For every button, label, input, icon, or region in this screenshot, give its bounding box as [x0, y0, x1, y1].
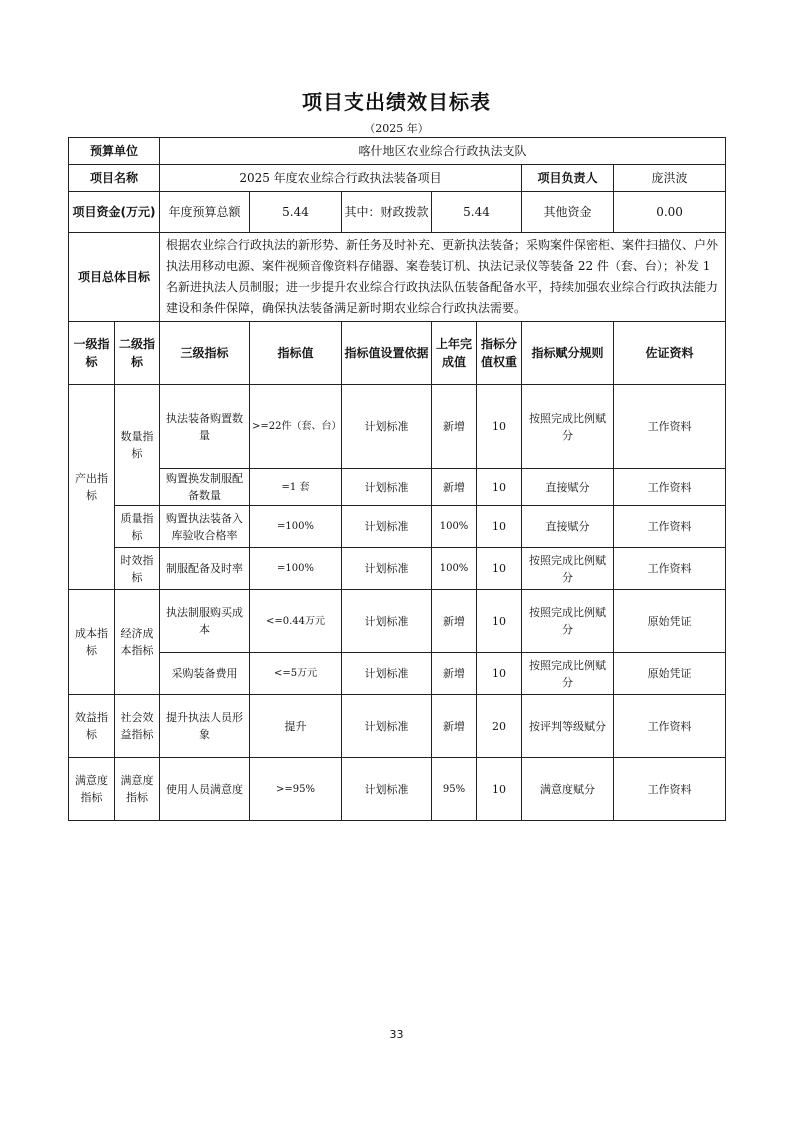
indicator-value: <=0.44万元: [250, 590, 342, 653]
level2-economic-cost: 经济成本指标: [115, 590, 160, 695]
level3-indicator: 提升执法人员形象: [160, 695, 250, 758]
budget-unit-value: 喀什地区农业综合行政执法支队: [160, 138, 726, 165]
indicator-value: 提升: [250, 695, 342, 758]
page-title: 项目支出绩效目标表: [302, 90, 491, 114]
indicator-basis: 计划标准: [342, 653, 432, 695]
overall-goal-label: 项目总体目标: [69, 233, 160, 322]
level3-indicator: 使用人员满意度: [160, 758, 250, 821]
budget-unit-label: 预算单位: [69, 138, 160, 165]
last-year-value: 新增: [432, 653, 477, 695]
header-value: 指标值: [250, 322, 342, 385]
indicator-value: =100%: [250, 506, 342, 548]
header-level1: 一级指标: [69, 322, 115, 385]
year-label: （2025 年）: [364, 122, 429, 135]
fiscal-value: 5.44: [432, 192, 522, 233]
level3-indicator: 购置换发制服配备数量: [160, 469, 250, 506]
level2-quality: 质量指标: [115, 506, 160, 548]
weight-value: 20: [477, 695, 522, 758]
level2-satisfaction: 满意度指标: [115, 758, 160, 821]
project-name-value: 2025 年度农业综合行政执法装备项目: [160, 165, 522, 192]
evidence-value: 工作资料: [614, 548, 726, 590]
level3-indicator: 制服配备及时率: [160, 548, 250, 590]
header-weight: 指标分值权重: [477, 322, 522, 385]
header-level3: 三级指标: [160, 322, 250, 385]
table-row: [69, 385, 726, 469]
evidence-value: 工作资料: [614, 695, 726, 758]
weight-value: 10: [477, 548, 522, 590]
level1-output: 产出指标: [69, 385, 115, 590]
indicator-basis: 计划标准: [342, 548, 432, 590]
other-funds-label: 其他资金: [522, 192, 614, 233]
annual-budget-value: 5.44: [250, 192, 342, 233]
annual-budget-label: 年度预算总额: [160, 192, 250, 233]
weight-value: 10: [477, 506, 522, 548]
level3-indicator: 采购装备费用: [160, 653, 250, 695]
scoring-rule: 满意度赋分: [522, 758, 614, 821]
last-year-value: 95%: [432, 758, 477, 821]
indicator-value: <=5万元: [250, 653, 342, 695]
table-row: [69, 758, 726, 821]
indicator-value: =100%: [250, 548, 342, 590]
table-row: [69, 548, 726, 590]
indicator-basis: 计划标准: [342, 695, 432, 758]
scoring-rule: 按照完成比例赋分: [522, 548, 614, 590]
level3-indicator: 执法装备购置数量: [160, 385, 250, 469]
project-leader-label: 项目负责人: [522, 165, 614, 192]
indicator-value: >=95%: [250, 758, 342, 821]
header-evidence: 佐证资料: [614, 322, 726, 385]
table-row: [69, 469, 726, 506]
scoring-rule: 按照完成比例赋分: [522, 590, 614, 653]
table-row: [69, 506, 726, 548]
weight-value: 10: [477, 469, 522, 506]
last-year-value: 100%: [432, 548, 477, 590]
scoring-rule: 按照完成比例赋分: [522, 653, 614, 695]
table-row: [69, 695, 726, 758]
fiscal-label: 其中：财政拨款: [342, 192, 432, 233]
weight-value: 10: [477, 385, 522, 469]
level2-social-benefit: 社会效益指标: [115, 695, 160, 758]
last-year-value: 100%: [432, 506, 477, 548]
weight-value: 10: [477, 590, 522, 653]
evidence-value: 工作资料: [614, 506, 726, 548]
last-year-value: 新增: [432, 385, 477, 469]
level1-cost: 成本指标: [69, 590, 115, 695]
evidence-value: 工作资料: [614, 758, 726, 821]
evidence-value: 原始凭证: [614, 653, 726, 695]
funds-label: 项目资金(万元): [69, 192, 160, 233]
project-leader-value: 庞洪波: [614, 165, 726, 192]
level2-timeliness: 时效指标: [115, 548, 160, 590]
performance-table: [68, 137, 726, 821]
indicator-basis: 计划标准: [342, 469, 432, 506]
indicator-value: =1 套: [250, 469, 342, 506]
indicator-value: >=22件（套、台）: [250, 385, 342, 469]
level1-benefit: 效益指标: [69, 695, 115, 758]
table-row: [69, 653, 726, 695]
evidence-value: 工作资料: [614, 469, 726, 506]
header-level2: 二级指标: [115, 322, 160, 385]
header-rule: 指标赋分规则: [522, 322, 614, 385]
header-last-year: 上年完成值: [432, 322, 477, 385]
level3-indicator: 执法制服购买成本: [160, 590, 250, 653]
level1-satisfaction: 满意度指标: [69, 758, 115, 821]
other-funds-value: 0.00: [614, 192, 726, 233]
project-name-label: 项目名称: [69, 165, 160, 192]
last-year-value: 新增: [432, 469, 477, 506]
last-year-value: 新增: [432, 695, 477, 758]
level2-quantity: 数量指标: [115, 385, 160, 506]
scoring-rule: 按照完成比例赋分: [522, 385, 614, 469]
header-basis: 指标值设置依据: [342, 322, 432, 385]
table-row: [69, 590, 726, 653]
scoring-rule: 直接赋分: [522, 469, 614, 506]
scoring-rule: 直接赋分: [522, 506, 614, 548]
weight-value: 10: [477, 758, 522, 821]
scoring-rule: 按评判等级赋分: [522, 695, 614, 758]
level3-indicator: 购置执法装备入库验收合格率: [160, 506, 250, 548]
evidence-value: 工作资料: [614, 385, 726, 469]
page-number: 33: [389, 1028, 404, 1041]
indicator-basis: 计划标准: [342, 385, 432, 469]
evidence-value: 原始凭证: [614, 590, 726, 653]
weight-value: 10: [477, 653, 522, 695]
indicator-basis: 计划标准: [342, 590, 432, 653]
indicator-basis: 计划标准: [342, 506, 432, 548]
last-year-value: 新增: [432, 590, 477, 653]
overall-goal-text: 根据农业综合行政执法的新形势、新任务及时补充、更新执法装备；采购案件保密柜、案件扫描仪、户外执法用移动电源、案件视频音像资料存储器、案卷装订机、执法记录仪等装备 22 件（套、台）；补发 1 名新进执法人员制服；进一步提升农业综合行政执法队伍装备配备水平，持续加强农业综合行政执法能力建设和条件保障，确保执法装备满足新时期农业综合行政执法需要。: [160, 233, 726, 322]
indicator-basis: 计划标准: [342, 758, 432, 821]
